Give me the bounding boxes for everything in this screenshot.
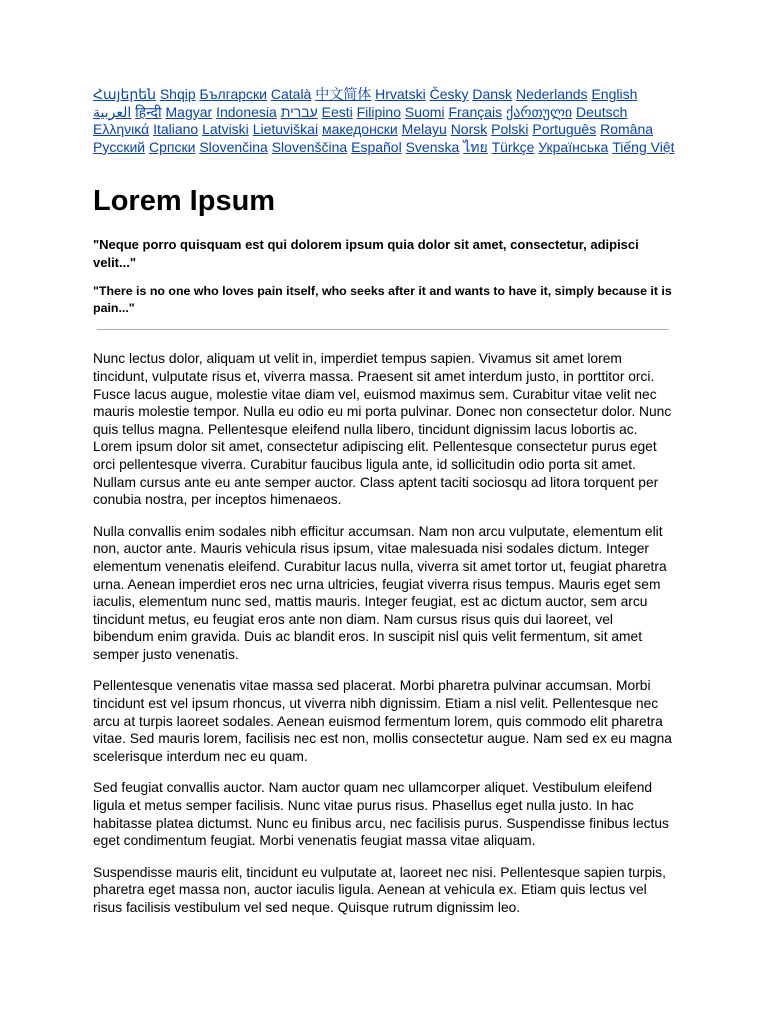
page-title: Lorem Ipsum <box>93 185 276 218</box>
language-link-fr[interactable]: Français <box>448 103 503 120</box>
language-link-ro[interactable]: Româna <box>600 121 654 138</box>
language-link-it[interactable]: Italiano <box>153 121 199 138</box>
language-link-hy[interactable]: Հայերեն <box>93 86 156 102</box>
language-link-et[interactable]: Eesti <box>321 103 353 120</box>
paragraph: Nunc lectus dolor, aliquam ut velit in, imperdiet tempus sapien. Vivamus sit amet lorem tincidunt, vulputate risus et, viverra massa. Praesent sit amet interdum justo, in porttitor orci. Fusce lacus augue, molestie vitae diam vel, euismod maximus sem. Curabitur vitae velit nec mauris molestie tempor. Nulla eu odio eu mi porta pulvinar. Donec non consectetur dolor. Nunc quis tellus magna. Pellentesque eleifend nulla libero, tincidunt dignissim lacus lobortis ac. Lorem ipsum dolor sit amet, consectetur adipiscing elit. Pellentesque consectetur purus eget orci pellentesque viverra. Curabitur faucibus ligula ante, id sollicitudin odio porta sit amet. Nullam cursus ante eu ante semper auctor. Class aptent taciti sociosqu ad litora torquent per conubia nostra, per inceptos himenaeos. <box>93 351 672 508</box>
language-link-id[interactable]: Indonesia <box>216 103 277 120</box>
language-link-ms[interactable]: Melayu <box>401 121 447 138</box>
language-link-en[interactable]: English <box>591 86 638 102</box>
language-link-sv[interactable]: Svenska <box>405 138 460 155</box>
language-link-sk[interactable]: Slovenčina <box>199 138 268 155</box>
language-link-mk[interactable]: македонски <box>321 121 398 138</box>
language-link-pl[interactable]: Polski <box>491 121 529 138</box>
language-link-ar[interactable]: العربية <box>93 103 132 120</box>
language-link-cs[interactable]: Česky <box>429 86 469 102</box>
language-link-vi[interactable]: Tiếng Việt <box>612 138 675 155</box>
language-link-lv[interactable]: Latviski <box>202 121 249 138</box>
paragraph: Pellentesque venenatis vitae massa sed placerat. Morbi pharetra pulvinar accumsan. Morbi tincidunt est vel ipsum rhoncus, ut viverra nibh dignissim. Etiam a nisl velit. Pellentesque nec arcu at turpis laoreet sodales. Aenean euismod fermentum lorem, quis commodo elit pharetra vitae. Sed mauris lorem, facilisis nec est non, mollis consectetur augue. Nam sed ex eu magna scelerisque interdum nec eu quam. <box>93 678 672 764</box>
language-link-hr[interactable]: Hrvatski <box>375 86 426 102</box>
language-link-no[interactable]: Norsk <box>450 121 488 138</box>
language-link-tr[interactable]: Türkçe <box>491 138 535 155</box>
language-link-fi[interactable]: Suomi <box>404 103 445 120</box>
language-link-sl[interactable]: Slovenščina <box>271 138 348 155</box>
language-link-uk[interactable]: Українська <box>538 138 609 155</box>
language-link-nl[interactable]: Nederlands <box>515 86 588 102</box>
language-link-ca[interactable]: Català <box>270 86 312 102</box>
language-link-th[interactable]: ไทย <box>463 138 488 155</box>
language-link-pt[interactable]: Português <box>532 121 597 138</box>
language-link-ru[interactable]: Pyccкий <box>93 138 146 155</box>
page-content <box>93 86 675 931</box>
english-quote: "There is no one who loves pain itself, who seeks after it and wants to have it, simply because it is pain..." <box>93 284 672 315</box>
language-link-sr[interactable]: Српски <box>149 138 196 155</box>
paragraph: Sed feugiat convallis auctor. Nam auctor quam nec ullamcorper aliquet. Vestibulum eleifend ligula et metus semper facilisis. Nunc vitae purus risus. Phasellus eget nulla justo. In hac habitasse platea dictumst. Nunc eu finibus arcu, nec facilisis purus. Suspendisse finibus lectus eget condimentum feugiat. Morbi venenatis feugiat massa vitae aliquam. <box>93 780 669 849</box>
paragraph: Nulla convallis enim sodales nibh efficitur accumsan. Nam non arcu vulputate, elementum elit non, auctor ante. Mauris vehicula risus ipsum, vitae malesuada nisi sodales dictum. Integer elementum venenatis eleifend. Curabitur lacus nulla, viverra sit amet tortor ut, feugiat pharetra urna. Aenean imperdiet eros nec urna ultricies, feugiat viverra risus tempus. Mauris eget sem iaculis, elementum nunc sed, mattis mauris. Integer feugiat, est ac dictum auctor, sem arcu tincidunt metus, eu feugiat eros ante non diam. Nam cursus risus quis dui laoreet, vel bibendum enim gravida. Duis ac blandit eros. In suscipit nisl quis velit fermentum, sit amet semper justo venenatis. <box>93 523 667 662</box>
language-link-sq[interactable]: Shqip <box>159 86 196 102</box>
language-link-hu[interactable]: Magyar <box>165 103 213 120</box>
language-link-fil[interactable]: Filipino <box>356 103 401 120</box>
language-link-bg[interactable]: Български <box>199 86 267 102</box>
language-link-da[interactable]: Dansk <box>472 86 513 102</box>
paragraph: Suspendisse mauris elit, tincidunt eu vulputate at, laoreet nec nisi. Pellentesque sapien turpis, pharetra eget massa non, auctor iaculis ligula. Aenean at vehicula ex. Etiam quis lectus vel risus facilisis vestibulum vel sed neque. Quisque rutrum dignissim leo. <box>93 864 666 915</box>
latin-quote: "Neque porro quisquam est qui dolorem ipsum quia dolor sit amet, consectetur, adipisci velit..." <box>93 237 639 271</box>
divider <box>97 329 669 330</box>
language-links <box>93 86 675 156</box>
language-link-he[interactable]: עברית <box>280 103 318 120</box>
lorem-text <box>93 350 675 916</box>
language-link-ka[interactable]: ქართული <box>506 103 573 120</box>
language-link-lt[interactable]: Lietuviškai <box>252 121 319 138</box>
language-link-zh[interactable]: 中文简体 <box>315 86 372 102</box>
language-link-es[interactable]: Español <box>351 138 402 155</box>
language-link-hi[interactable]: हिन्दी <box>135 103 162 120</box>
language-link-de[interactable]: Deutsch <box>576 103 628 120</box>
language-link-el[interactable]: Ελληνικά <box>93 121 150 138</box>
